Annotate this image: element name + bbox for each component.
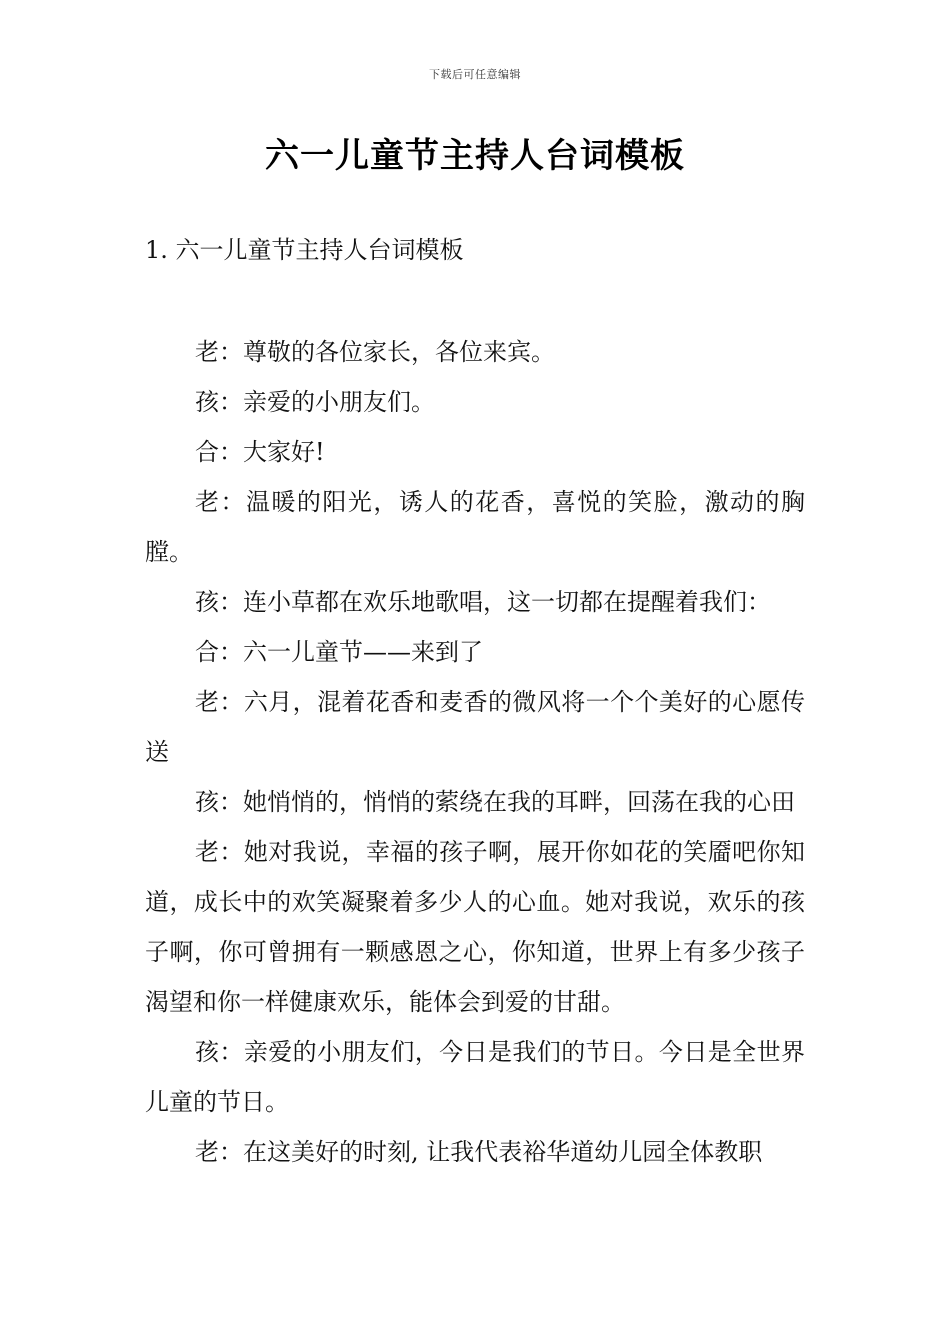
paragraph: 老：在这美好的时刻, 让我代表裕华道幼儿园全体教职 [195, 1138, 763, 1166]
paragraph: 老：温暖的阳光，诱人的花香，喜悦的笑脸，激动的胸膛。 [145, 488, 805, 566]
body-text [145, 327, 805, 1177]
paragraph: 孩：她悄悄的，悄悄的萦绕在我的耳畔，回荡在我的心田 [195, 788, 795, 816]
paragraph: 老：六月，混着花香和麦香的微风将一个个美好的心愿传送 [145, 688, 805, 766]
paragraph: 孩：亲爱的小朋友们，今日是我们的节日。今日是全世界儿童的节日。 [145, 1038, 805, 1116]
paragraph: 合：大家好! [195, 438, 325, 466]
paragraph: 老：她对我说，幸福的孩子啊，展开你如花的笑靥吧你知道，成长中的欢笑凝聚着多少人的心血。她对我说，欢乐的孩子啊，你可曾拥有一颗感恩之心，你知道，世界上有多少孩子渴望和你一样健康欢乐，能体会到爱的甘甜。 [145, 838, 805, 1016]
paragraph: 老：尊敬的各位家长，各位来宾。 [195, 338, 555, 366]
header-note: 下载后可任意编辑 [429, 68, 521, 81]
section-heading: 1. 六一儿童节主持人台词模板 [145, 236, 464, 264]
paragraph: 孩：连小草都在欢乐地歌唱，这一切都在提醒着我们： [195, 588, 771, 616]
paragraph: 孩：亲爱的小朋友们。 [195, 388, 435, 416]
document-title: 六一儿童节主持人台词模板 [265, 136, 685, 176]
paragraph: 合：六一儿童节——来到了 [195, 638, 483, 666]
